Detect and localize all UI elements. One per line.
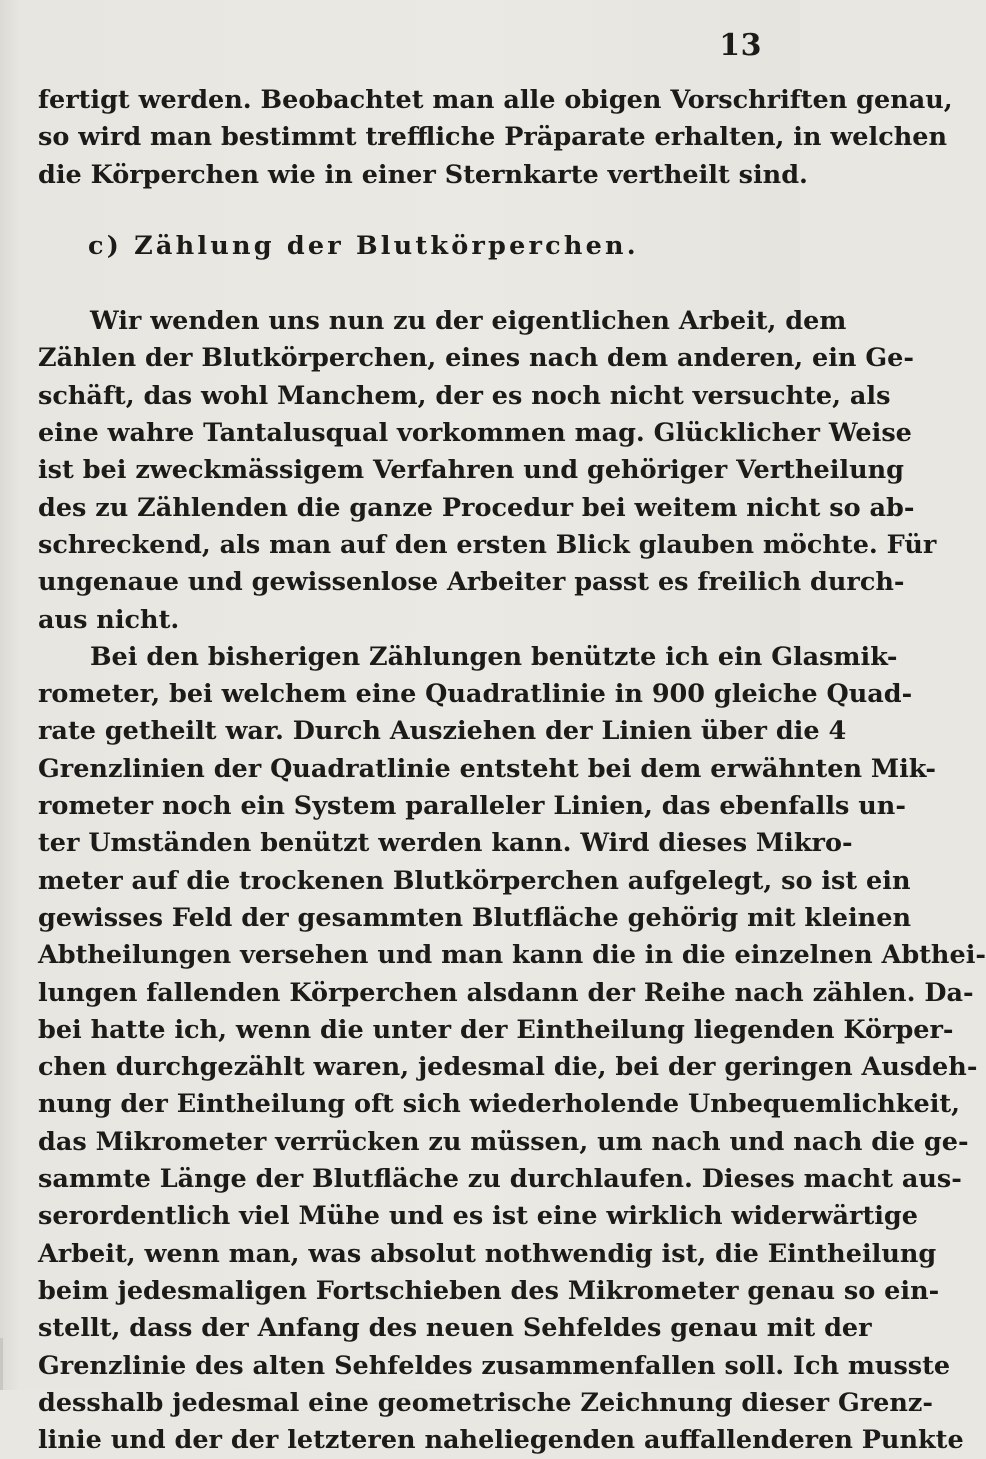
text-line: schreckend, als man auf den ersten Blick glauben möchte. Für [38,529,937,560]
text-line: Arbeit, wenn man, was absolut nothwendig ist, die Eintheilung [38,1238,937,1269]
text-line: ungenaue und gewissenlose Arbeiter passt es freilich durch- [38,567,905,598]
text-line: serordentlich viel Mühe und es ist eine wirklich widerwärtige [38,1201,918,1232]
text-line: die Körperchen wie in einer Sternkarte vertheilt sind. [38,159,808,190]
text-line: fertigt werden. Beobachtet man alle obigen Vorschriften genau, [38,85,953,115]
text-line: gewisses Feld der gesammten Blutfläche gehörig mit kleinen [38,902,911,933]
text-line: nung der Eintheilung oft sich wiederholende Unbequemlichkeit, [38,1089,961,1120]
text-line: stellt, dass der Anfang des neuen Sehfeldes genau mit der [38,1313,872,1344]
text-line: Grenzlinien der Quadratlinie entsteht bei dem erwähnten Mik- [38,753,937,784]
text-line: ter Umständen benützt werden kann. Wird dieses Mikro- [38,828,853,859]
text-line: Bei den bisherigen Zählungen benützte ich ein Glasmik- [90,641,898,672]
text-line: desshalb jedesmal eine geometrische Zeichnung dieser Grenz- [38,1387,933,1418]
text-line: lungen fallenden Körperchen alsdann der Reihe nach zählen. Da- [38,977,974,1008]
page-text [38,82,986,1459]
text-line: Abtheilungen versehen und man kann die in die einzelnen Abthei- [38,940,986,971]
text-line: das Mikrometer verrücken zu müssen, um nach und nach die ge- [38,1126,969,1157]
text-line: bei hatte ich, wenn die unter der Eintheilung liegenden Körper- [38,1014,954,1045]
paragraph-3 [38,639,986,1459]
text-line: aus nicht. [38,604,180,635]
text-line: schäft, das wohl Manchem, der es noch nicht versuchte, als [38,380,891,411]
text-line: Wir wenden uns nun zu der eigentlichen Arbeit, dem [90,306,847,337]
page-edge-shadow [0,1338,3,1390]
text-line: des zu Zählenden die ganze Procedur bei weitem nicht so ab- [38,492,915,523]
text-line: ist bei zweckmässigem Verfahren und gehöriger Vertheilung [38,455,905,486]
text-line: linie und der der letzteren naheliegenden auffallenderen Punkte [38,1425,964,1456]
text-line: beim jedesmaligen Fortschieben des Mikrometer genau so ein- [38,1275,940,1306]
text-line: rometer noch ein System paralleler Linien, das ebenfalls un- [38,791,906,822]
text-line: Grenzlinie des alten Sehfeldes zusammenfallen soll. Ich musste [38,1350,951,1381]
text-line: eine wahre Tantalusqual vorkommen mag. Glücklicher Weise [38,418,912,449]
text-line: chen durchgezählt waren, jedesmal die, bei der geringen Ausdeh- [38,1052,978,1083]
text-line: so wird man bestimmt treffliche Präparate erhalten, in welchen [38,122,948,153]
text-line: meter auf die trockenen Blutkörperchen aufgelegt, so ist ein [38,865,911,896]
text-line: rometer, bei welchem eine Quadratlinie in 900 gleiche Quad- [38,679,913,710]
paragraph-2 [38,303,937,639]
paragraph-1 [38,82,953,194]
text-line: sammte Länge der Blutfläche zu durchlaufen. Dieses macht aus- [38,1164,962,1195]
section-heading: c) Zählung der Blutkörperchen. [88,230,639,261]
page-number: 13 [719,28,762,63]
text-line: rate getheilt war. Durch Ausziehen der Linien über die 4 [38,716,847,747]
text-line: Zählen der Blutkörperchen, eines nach dem anderen, ein Ge- [38,343,914,374]
